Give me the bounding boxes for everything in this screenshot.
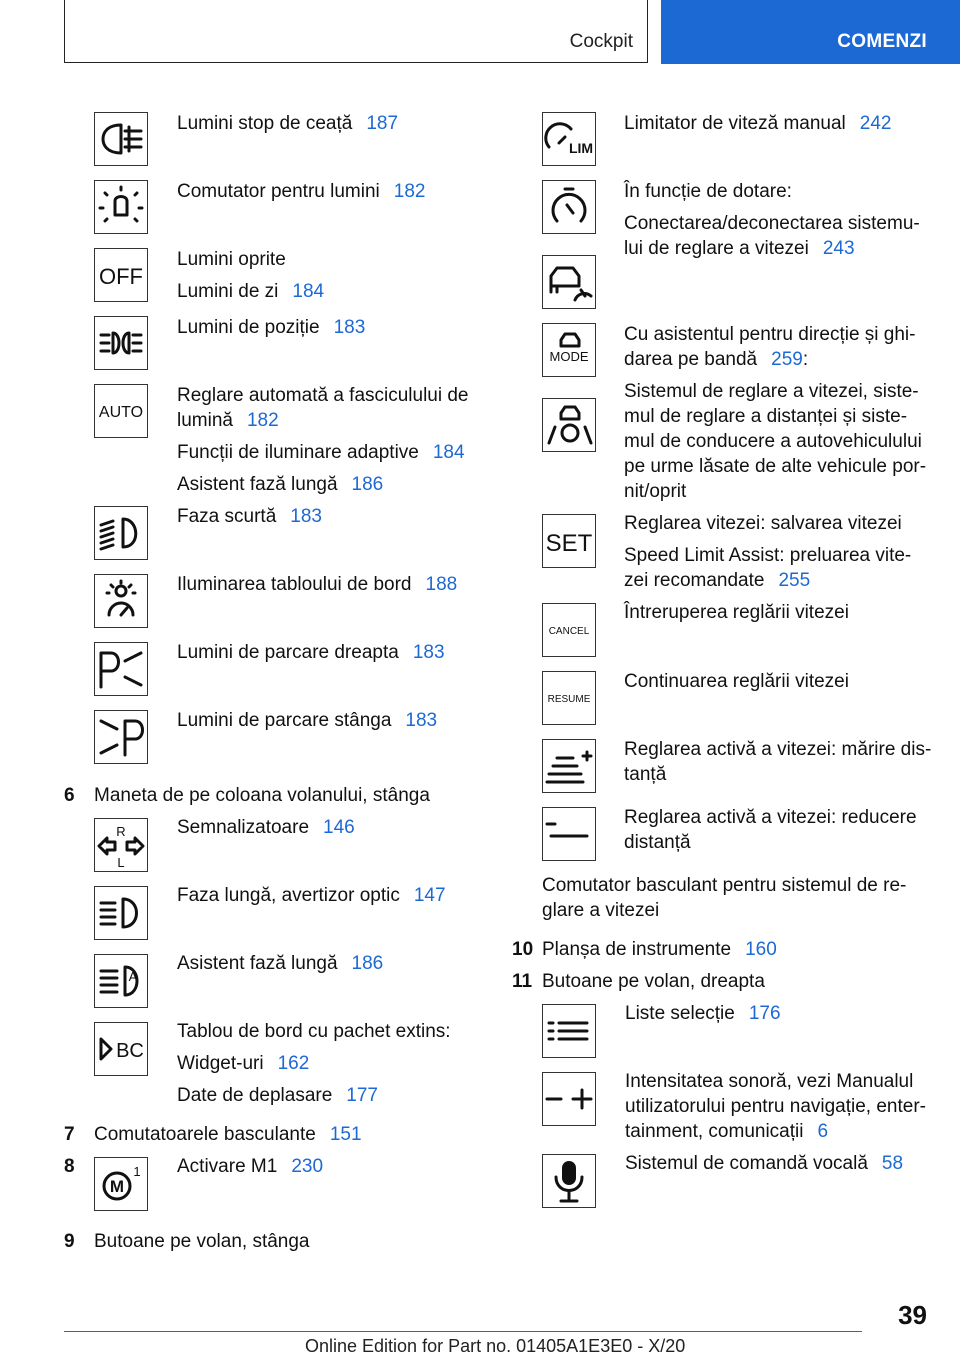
- set-button-icon: [542, 514, 596, 568]
- distance-decrease-icon: [542, 807, 596, 861]
- resume-button-icon: [542, 671, 596, 725]
- item-number-6: 6: [64, 785, 75, 806]
- page-link[interactable]: 184: [292, 281, 325, 302]
- a-label: A: [128, 969, 138, 984]
- footer-divider: [64, 1331, 862, 1332]
- right-line-13: zei recomandate 255: [624, 570, 811, 591]
- tab-label: COMENZI: [837, 31, 927, 52]
- right-parking-light-icon: [94, 642, 148, 696]
- left-line-11: Lumini de parcare dreapta 183: [177, 642, 445, 663]
- page-link[interactable]: 188: [425, 574, 458, 595]
- page-link[interactable]: 255: [778, 570, 811, 591]
- right-line-15: Continuarea reglării vitezei: [624, 671, 849, 692]
- right-line-16: Reglarea activă a vitezei: mărire dis-: [624, 739, 932, 760]
- page-link[interactable]: 182: [246, 410, 279, 431]
- page-link[interactable]: 259: [771, 349, 803, 370]
- right-line-5: darea pe bandă 259:: [624, 349, 809, 370]
- right-line-24: Liste selecție 176: [625, 1003, 781, 1024]
- right-line-17: tanță: [624, 764, 667, 785]
- bc-label: BC: [116, 1040, 144, 1062]
- page-link[interactable]: 160: [745, 939, 777, 960]
- item-number-9: 9: [64, 1231, 75, 1252]
- right-line-22: Planșa de instrumente 160: [542, 939, 777, 960]
- right-line-3: lui de reglare a vitezei 243: [624, 238, 855, 259]
- page-link[interactable]: 186: [351, 474, 384, 495]
- right-line-27: tainment, comunicații 6: [625, 1121, 829, 1142]
- one-label: 1: [133, 1164, 141, 1179]
- left-line-15: Faza lungă, avertizor optic 147: [177, 885, 446, 906]
- page-link[interactable]: 176: [748, 1003, 781, 1024]
- left-line-20: Comutatoarele basculante 151: [94, 1124, 362, 1145]
- page-link[interactable]: 146: [323, 817, 355, 838]
- left-line-8: Asistent fază lungă 186: [177, 474, 384, 495]
- instrument-lighting-icon: [94, 574, 148, 628]
- left-line-2: Lumini oprite: [177, 249, 286, 270]
- auto-light-icon: [94, 384, 148, 438]
- right-line-9: pe urme lăsate de alte vehicule por-: [624, 456, 927, 477]
- list-icon: [542, 1004, 596, 1058]
- right-line-8: mul de conducere a autovehiculului: [624, 431, 922, 452]
- speed-limiter-icon: [542, 112, 596, 166]
- mode-label: MODE: [549, 349, 589, 364]
- item-number-10: 10: [512, 939, 534, 960]
- left-line-19: Date de deplasare 177: [177, 1085, 378, 1106]
- left-line-9: Faza scurtă 183: [177, 506, 322, 527]
- m1-button-icon: [94, 1157, 148, 1211]
- cruise-control-icon: [542, 180, 596, 234]
- page-link[interactable]: 243: [822, 238, 855, 259]
- right-line-10: nit/oprit: [624, 481, 687, 502]
- car-speedometer-icon: [542, 255, 596, 309]
- left-parking-light-icon: [94, 710, 148, 764]
- page-link[interactable]: 186: [351, 953, 384, 974]
- page-link[interactable]: 183: [412, 642, 445, 663]
- page-link[interactable]: 147: [413, 885, 446, 906]
- right-line-20: Comutator basculant pentru sistemul de re-: [542, 875, 907, 896]
- resume-label: RESUME: [547, 694, 591, 705]
- right-line-4: Cu asistentul pentru direcție și ghi-: [624, 324, 916, 345]
- left-line-14: Semnalizatoare 146: [177, 817, 355, 838]
- rear-fog-light-icon: [94, 112, 148, 166]
- page-link[interactable]: 184: [432, 442, 465, 463]
- page-link[interactable]: 183: [405, 710, 438, 731]
- left-line-6: lumină 182: [177, 410, 279, 431]
- on-board-computer-icon: [94, 1022, 148, 1076]
- left-line-17: Tablou de bord cu pachet extins:: [177, 1021, 451, 1042]
- parking-lights-icon: [94, 316, 148, 370]
- right-line-26: utilizatorului pentru navigație, enter-: [625, 1096, 927, 1117]
- page-link[interactable]: 6: [817, 1121, 829, 1142]
- distance-increase-icon: [542, 739, 596, 793]
- left-line-18: Widget-uri 162: [177, 1053, 310, 1074]
- left-line-1: Comutator pentru lumini 182: [177, 181, 426, 202]
- left-line-4: Lumini de poziție 183: [177, 317, 366, 338]
- left-line-16: Asistent fază lungă 186: [177, 953, 384, 974]
- m-label: M: [109, 1177, 125, 1196]
- right-line-2: Conectarea/deconectarea sistemu-: [624, 213, 920, 234]
- mode-icon: [542, 323, 596, 377]
- page-link[interactable]: 187: [366, 113, 399, 134]
- right-line-21: glare a vitezei: [542, 900, 660, 921]
- left-line-3: Lumini de zi 184: [177, 281, 325, 302]
- set-label: SET: [545, 530, 593, 557]
- right-line-14: Întreruperea reglării vitezei: [624, 602, 849, 623]
- page-link[interactable]: 183: [290, 506, 322, 527]
- right-line-11: Reglarea vitezei: salvarea vitezei: [624, 513, 902, 534]
- left-line-12: Lumini de parcare stânga 183: [177, 710, 438, 731]
- high-beam-assist-icon: [94, 954, 148, 1008]
- left-line-22: Butoane pe volan, stânga: [94, 1231, 310, 1252]
- microphone-icon: [542, 1154, 596, 1208]
- left-line-21: Activare M1 230: [177, 1156, 324, 1177]
- cancel-button-icon: [542, 603, 596, 657]
- header-frame: [64, 0, 648, 63]
- right-line-18: Reglarea activă a vitezei: reducere: [624, 807, 917, 828]
- right-line-0: Limitator de viteză manual 242: [624, 113, 892, 134]
- page-number: 39: [898, 1300, 927, 1330]
- high-beam-icon: [94, 886, 148, 940]
- lights-off-icon: [94, 248, 148, 302]
- item-number-8: 8: [64, 1156, 75, 1177]
- page-link[interactable]: 182: [393, 181, 426, 202]
- left-line-0: Lumini stop de ceață 187: [177, 113, 399, 134]
- right-line-23: Butoane pe volan, dreapta: [542, 971, 765, 992]
- left-line-5: Reglare automată a fasciculului de: [177, 385, 469, 406]
- page-link[interactable]: 162: [277, 1053, 310, 1074]
- l-label: L: [117, 855, 125, 870]
- turn-signal-icon: [94, 818, 148, 872]
- right-line-25: Intensitatea sonoră, vezi Manualul: [625, 1071, 914, 1092]
- page-link[interactable]: 177: [346, 1085, 378, 1106]
- page-link[interactable]: 58: [881, 1153, 904, 1174]
- off-label: OFF: [99, 264, 143, 289]
- right-line-6: Sistemul de reglare a vitezei, siste-: [624, 381, 919, 402]
- cancel-label: CANCEL: [548, 626, 590, 637]
- low-beam-icon: [94, 506, 148, 560]
- right-line-19: distanță: [624, 832, 691, 853]
- tab-comenzi[interactable]: [661, 0, 960, 64]
- driving-assistant-icon: [542, 398, 596, 452]
- left-line-10: Iluminarea tabloului de bord 188: [177, 574, 458, 595]
- section-title: Cockpit: [569, 31, 633, 52]
- lim-label: LIM: [568, 140, 594, 156]
- right-line-12: Speed Limit Assist: preluarea vite-: [624, 545, 912, 566]
- footer-text: Online Edition for Part no. 01405A1E3E0 - X/20: [305, 1336, 686, 1356]
- right-line-28: Sistemul de comandă vocală 58: [625, 1153, 904, 1174]
- volume-icon: [542, 1072, 596, 1126]
- item-number-7: 7: [64, 1124, 75, 1145]
- right-line-1: În funcție de dotare:: [624, 181, 792, 202]
- left-line-7: Funcții de iluminare adaptive 184: [177, 442, 465, 463]
- page-link[interactable]: 183: [333, 317, 366, 338]
- left-line-13: Maneta de pe coloana volanului, stânga: [94, 785, 430, 806]
- page-link[interactable]: 230: [291, 1156, 324, 1177]
- item-number-11: 11: [512, 971, 533, 992]
- auto-label: AUTO: [98, 404, 144, 421]
- right-line-7: mul de reglare a distanței și siste-: [624, 406, 908, 427]
- page-link[interactable]: 242: [859, 113, 892, 134]
- r-label: R: [116, 824, 126, 839]
- page-link[interactable]: 151: [329, 1124, 362, 1145]
- light-switch-icon: [94, 180, 148, 234]
